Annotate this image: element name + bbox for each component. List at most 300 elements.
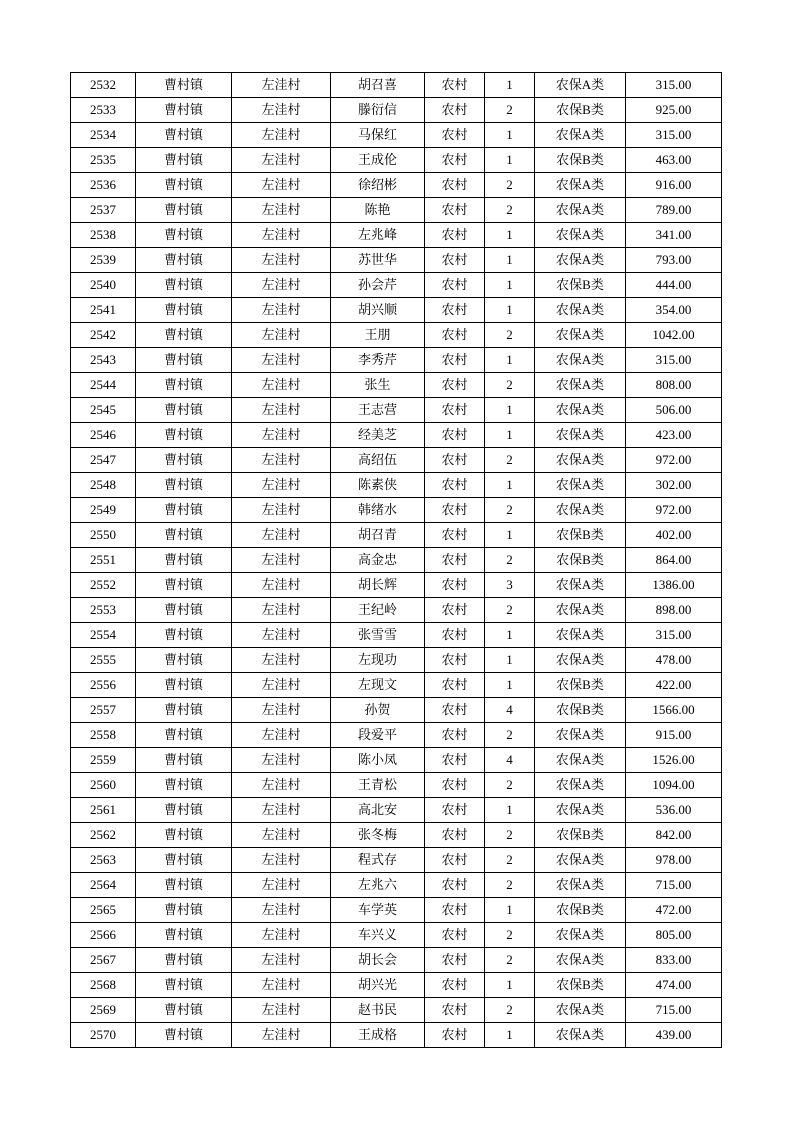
cell-town: 曹村镇 [136,248,232,273]
cell-town: 曹村镇 [136,423,232,448]
cell-village: 左洼村 [232,348,331,373]
cell-town: 曹村镇 [136,273,232,298]
cell-serial: 2543 [71,348,136,373]
cell-residence-type: 农村 [425,173,485,198]
cell-name: 陈素侠 [331,473,425,498]
cell-insurance-category: 农保B类 [535,523,626,548]
cell-town: 曹村镇 [136,698,232,723]
cell-amount: 833.00 [626,948,722,973]
cell-residence-type: 农村 [425,648,485,673]
cell-village: 左洼村 [232,373,331,398]
table-row [71,698,722,723]
cell-serial: 2542 [71,323,136,348]
cell-town: 曹村镇 [136,648,232,673]
cell-town: 曹村镇 [136,673,232,698]
cell-serial: 2559 [71,748,136,773]
cell-village: 左洼村 [232,748,331,773]
cell-town: 曹村镇 [136,798,232,823]
cell-residence-type: 农村 [425,473,485,498]
cell-serial: 2536 [71,173,136,198]
cell-person-count: 2 [485,598,535,623]
cell-residence-type: 农村 [425,123,485,148]
cell-insurance-category: 农保A类 [535,648,626,673]
cell-residence-type: 农村 [425,573,485,598]
cell-village: 左洼村 [232,623,331,648]
cell-insurance-category: 农保A类 [535,223,626,248]
cell-serial: 2532 [71,73,136,98]
cell-insurance-category: 农保B类 [535,973,626,998]
cell-serial: 2551 [71,548,136,573]
cell-amount: 315.00 [626,623,722,648]
cell-serial: 2550 [71,523,136,548]
cell-village: 左洼村 [232,973,331,998]
cell-person-count: 2 [485,448,535,473]
cell-serial: 2540 [71,273,136,298]
cell-name: 程式存 [331,848,425,873]
cell-insurance-category: 农保A类 [535,473,626,498]
cell-residence-type: 农村 [425,698,485,723]
cell-name: 孙会芹 [331,273,425,298]
cell-residence-type: 农村 [425,973,485,998]
cell-village: 左洼村 [232,598,331,623]
cell-insurance-category: 农保A类 [535,248,626,273]
table-row [71,423,722,448]
cell-serial: 2535 [71,148,136,173]
cell-person-count: 2 [485,373,535,398]
cell-insurance-category: 农保A类 [535,773,626,798]
cell-amount: 1094.00 [626,773,722,798]
cell-serial: 2548 [71,473,136,498]
cell-residence-type: 农村 [425,773,485,798]
cell-name: 张冬梅 [331,823,425,848]
cell-village: 左洼村 [232,898,331,923]
cell-residence-type: 农村 [425,998,485,1023]
cell-person-count: 2 [485,548,535,573]
table-row [71,723,722,748]
cell-village: 左洼村 [232,673,331,698]
cell-insurance-category: 农保A类 [535,848,626,873]
table-row [71,798,722,823]
cell-serial: 2568 [71,973,136,998]
cell-name: 胡兴光 [331,973,425,998]
cell-serial: 2547 [71,448,136,473]
cell-serial: 2546 [71,423,136,448]
cell-amount: 354.00 [626,298,722,323]
cell-town: 曹村镇 [136,298,232,323]
cell-serial: 2555 [71,648,136,673]
table-row [71,498,722,523]
cell-village: 左洼村 [232,1023,331,1048]
cell-name: 王青松 [331,773,425,798]
cell-person-count: 2 [485,198,535,223]
cell-residence-type: 农村 [425,298,485,323]
cell-insurance-category: 农保A类 [535,298,626,323]
cell-name: 胡兴顺 [331,298,425,323]
cell-person-count: 2 [485,823,535,848]
table-row [71,273,722,298]
cell-village: 左洼村 [232,273,331,298]
benefits-roster-table [70,72,722,1048]
cell-town: 曹村镇 [136,898,232,923]
cell-residence-type: 农村 [425,673,485,698]
cell-insurance-category: 农保A类 [535,123,626,148]
cell-residence-type: 农村 [425,323,485,348]
cell-residence-type: 农村 [425,798,485,823]
cell-name: 苏世华 [331,248,425,273]
cell-serial: 2544 [71,373,136,398]
cell-name: 赵书民 [331,998,425,1023]
table-row [71,398,722,423]
cell-insurance-category: 农保A类 [535,748,626,773]
cell-amount: 402.00 [626,523,722,548]
cell-person-count: 1 [485,223,535,248]
cell-village: 左洼村 [232,873,331,898]
cell-residence-type: 农村 [425,948,485,973]
cell-serial: 2539 [71,248,136,273]
table-row [71,773,722,798]
cell-residence-type: 农村 [425,98,485,123]
cell-town: 曹村镇 [136,848,232,873]
cell-residence-type: 农村 [425,898,485,923]
cell-town: 曹村镇 [136,948,232,973]
cell-town: 曹村镇 [136,973,232,998]
cell-insurance-category: 农保A类 [535,1023,626,1048]
table-row [71,573,722,598]
table-row [71,898,722,923]
cell-amount: 1526.00 [626,748,722,773]
cell-name: 韩绪水 [331,498,425,523]
table-row [71,673,722,698]
cell-residence-type: 农村 [425,148,485,173]
cell-town: 曹村镇 [136,148,232,173]
cell-village: 左洼村 [232,948,331,973]
cell-town: 曹村镇 [136,573,232,598]
cell-insurance-category: 农保B类 [535,548,626,573]
cell-person-count: 2 [485,948,535,973]
cell-insurance-category: 农保A类 [535,923,626,948]
cell-residence-type: 农村 [425,1023,485,1048]
cell-town: 曹村镇 [136,623,232,648]
cell-town: 曹村镇 [136,1023,232,1048]
cell-person-count: 4 [485,698,535,723]
cell-residence-type: 农村 [425,923,485,948]
cell-name: 张生 [331,373,425,398]
cell-town: 曹村镇 [136,748,232,773]
cell-town: 曹村镇 [136,198,232,223]
table-row [71,1023,722,1048]
cell-insurance-category: 农保A类 [535,573,626,598]
cell-town: 曹村镇 [136,223,232,248]
cell-person-count: 2 [485,498,535,523]
table-row [71,523,722,548]
table-row [71,948,722,973]
cell-person-count: 2 [485,873,535,898]
cell-serial: 2553 [71,598,136,623]
cell-name: 胡召青 [331,523,425,548]
cell-insurance-category: 农保A类 [535,373,626,398]
cell-village: 左洼村 [232,223,331,248]
cell-town: 曹村镇 [136,498,232,523]
cell-insurance-category: 农保B类 [535,273,626,298]
cell-amount: 474.00 [626,973,722,998]
cell-amount: 793.00 [626,248,722,273]
cell-insurance-category: 农保A类 [535,323,626,348]
cell-person-count: 1 [485,623,535,648]
cell-serial: 2569 [71,998,136,1023]
cell-residence-type: 农村 [425,873,485,898]
table-row [71,748,722,773]
table-row [71,648,722,673]
cell-amount: 1386.00 [626,573,722,598]
cell-name: 王成伦 [331,148,425,173]
cell-serial: 2564 [71,873,136,898]
cell-amount: 898.00 [626,598,722,623]
cell-village: 左洼村 [232,698,331,723]
cell-amount: 715.00 [626,998,722,1023]
cell-village: 左洼村 [232,823,331,848]
cell-amount: 506.00 [626,398,722,423]
cell-person-count: 4 [485,748,535,773]
cell-name: 左现文 [331,673,425,698]
cell-name: 孙贺 [331,698,425,723]
cell-serial: 2554 [71,623,136,648]
cell-person-count: 2 [485,998,535,1023]
cell-residence-type: 农村 [425,248,485,273]
cell-insurance-category: 农保B类 [535,823,626,848]
table-row [71,823,722,848]
cell-name: 胡召喜 [331,73,425,98]
cell-amount: 478.00 [626,648,722,673]
cell-residence-type: 农村 [425,73,485,98]
cell-residence-type: 农村 [425,823,485,848]
table-row [71,623,722,648]
cell-insurance-category: 农保B类 [535,673,626,698]
cell-name: 胡长会 [331,948,425,973]
cell-insurance-category: 农保A类 [535,173,626,198]
cell-village: 左洼村 [232,648,331,673]
cell-residence-type: 农村 [425,523,485,548]
cell-name: 左兆六 [331,873,425,898]
cell-village: 左洼村 [232,848,331,873]
cell-insurance-category: 农保A类 [535,423,626,448]
cell-town: 曹村镇 [136,548,232,573]
cell-name: 马保红 [331,123,425,148]
cell-residence-type: 农村 [425,223,485,248]
cell-name: 高北安 [331,798,425,823]
table-row [71,873,722,898]
cell-person-count: 2 [485,323,535,348]
cell-residence-type: 农村 [425,498,485,523]
cell-town: 曹村镇 [136,723,232,748]
cell-town: 曹村镇 [136,173,232,198]
cell-person-count: 2 [485,923,535,948]
cell-village: 左洼村 [232,123,331,148]
table-body [71,73,722,1048]
cell-person-count: 1 [485,973,535,998]
cell-amount: 972.00 [626,448,722,473]
cell-village: 左洼村 [232,173,331,198]
cell-amount: 805.00 [626,923,722,948]
cell-residence-type: 农村 [425,348,485,373]
table-row [71,223,722,248]
cell-serial: 2560 [71,773,136,798]
cell-name: 胡长辉 [331,573,425,598]
cell-village: 左洼村 [232,448,331,473]
cell-town: 曹村镇 [136,773,232,798]
cell-village: 左洼村 [232,73,331,98]
cell-amount: 715.00 [626,873,722,898]
cell-name: 高绍伍 [331,448,425,473]
cell-name: 左兆峰 [331,223,425,248]
cell-name: 陈艳 [331,198,425,223]
cell-village: 左洼村 [232,573,331,598]
cell-amount: 463.00 [626,148,722,173]
cell-amount: 916.00 [626,173,722,198]
cell-residence-type: 农村 [425,723,485,748]
table-row [71,598,722,623]
cell-name: 高金忠 [331,548,425,573]
table-row [71,473,722,498]
cell-serial: 2567 [71,948,136,973]
cell-village: 左洼村 [232,923,331,948]
cell-name: 车兴义 [331,923,425,948]
cell-town: 曹村镇 [136,348,232,373]
cell-town: 曹村镇 [136,873,232,898]
cell-residence-type: 农村 [425,848,485,873]
cell-person-count: 2 [485,773,535,798]
cell-town: 曹村镇 [136,398,232,423]
cell-name: 徐绍彬 [331,173,425,198]
cell-town: 曹村镇 [136,823,232,848]
cell-serial: 2563 [71,848,136,873]
table-row [71,148,722,173]
cell-residence-type: 农村 [425,548,485,573]
cell-amount: 864.00 [626,548,722,573]
cell-town: 曹村镇 [136,998,232,1023]
cell-insurance-category: 农保A类 [535,73,626,98]
cell-serial: 2534 [71,123,136,148]
table-row [71,973,722,998]
cell-residence-type: 农村 [425,598,485,623]
cell-residence-type: 农村 [425,198,485,223]
cell-name: 车学英 [331,898,425,923]
cell-amount: 315.00 [626,73,722,98]
cell-village: 左洼村 [232,798,331,823]
cell-serial: 2570 [71,1023,136,1048]
cell-serial: 2533 [71,98,136,123]
cell-residence-type: 农村 [425,448,485,473]
table-row [71,173,722,198]
cell-amount: 1566.00 [626,698,722,723]
cell-person-count: 1 [485,798,535,823]
cell-serial: 2549 [71,498,136,523]
cell-serial: 2565 [71,898,136,923]
cell-amount: 315.00 [626,348,722,373]
cell-residence-type: 农村 [425,373,485,398]
cell-person-count: 1 [485,148,535,173]
cell-person-count: 1 [485,248,535,273]
table-row [71,98,722,123]
cell-serial: 2545 [71,398,136,423]
cell-name: 李秀芹 [331,348,425,373]
table-row [71,298,722,323]
cell-person-count: 2 [485,98,535,123]
cell-town: 曹村镇 [136,598,232,623]
cell-town: 曹村镇 [136,923,232,948]
cell-amount: 915.00 [626,723,722,748]
cell-amount: 302.00 [626,473,722,498]
cell-name: 张雪雪 [331,623,425,648]
cell-insurance-category: 农保A类 [535,873,626,898]
cell-town: 曹村镇 [136,373,232,398]
cell-name: 陈小凤 [331,748,425,773]
cell-name: 王志营 [331,398,425,423]
cell-village: 左洼村 [232,773,331,798]
cell-village: 左洼村 [232,548,331,573]
cell-village: 左洼村 [232,248,331,273]
cell-person-count: 2 [485,848,535,873]
cell-amount: 423.00 [626,423,722,448]
cell-town: 曹村镇 [136,323,232,348]
cell-amount: 315.00 [626,123,722,148]
table-row [71,198,722,223]
cell-village: 左洼村 [232,323,331,348]
cell-name: 段爱平 [331,723,425,748]
cell-insurance-category: 农保A类 [535,448,626,473]
cell-town: 曹村镇 [136,73,232,98]
cell-residence-type: 农村 [425,623,485,648]
cell-residence-type: 农村 [425,748,485,773]
cell-serial: 2558 [71,723,136,748]
cell-name: 王纪岭 [331,598,425,623]
cell-town: 曹村镇 [136,523,232,548]
cell-person-count: 1 [485,273,535,298]
cell-person-count: 1 [485,473,535,498]
cell-insurance-category: 农保A类 [535,398,626,423]
cell-person-count: 1 [485,648,535,673]
cell-residence-type: 农村 [425,273,485,298]
cell-village: 左洼村 [232,998,331,1023]
table-row [71,323,722,348]
cell-person-count: 2 [485,173,535,198]
cell-town: 曹村镇 [136,448,232,473]
cell-serial: 2538 [71,223,136,248]
cell-village: 左洼村 [232,398,331,423]
cell-person-count: 1 [485,73,535,98]
table-row [71,848,722,873]
cell-person-count: 1 [485,1023,535,1048]
table-row [71,998,722,1023]
document-page [70,72,722,1048]
cell-village: 左洼村 [232,523,331,548]
cell-insurance-category: 农保A类 [535,798,626,823]
cell-village: 左洼村 [232,148,331,173]
cell-village: 左洼村 [232,98,331,123]
cell-serial: 2556 [71,673,136,698]
table-row [71,923,722,948]
table-row [71,373,722,398]
cell-person-count: 1 [485,123,535,148]
table-row [71,348,722,373]
cell-person-count: 1 [485,398,535,423]
cell-amount: 972.00 [626,498,722,523]
cell-town: 曹村镇 [136,98,232,123]
cell-amount: 808.00 [626,373,722,398]
cell-amount: 444.00 [626,273,722,298]
cell-person-count: 1 [485,348,535,373]
cell-person-count: 1 [485,423,535,448]
cell-insurance-category: 农保A类 [535,948,626,973]
